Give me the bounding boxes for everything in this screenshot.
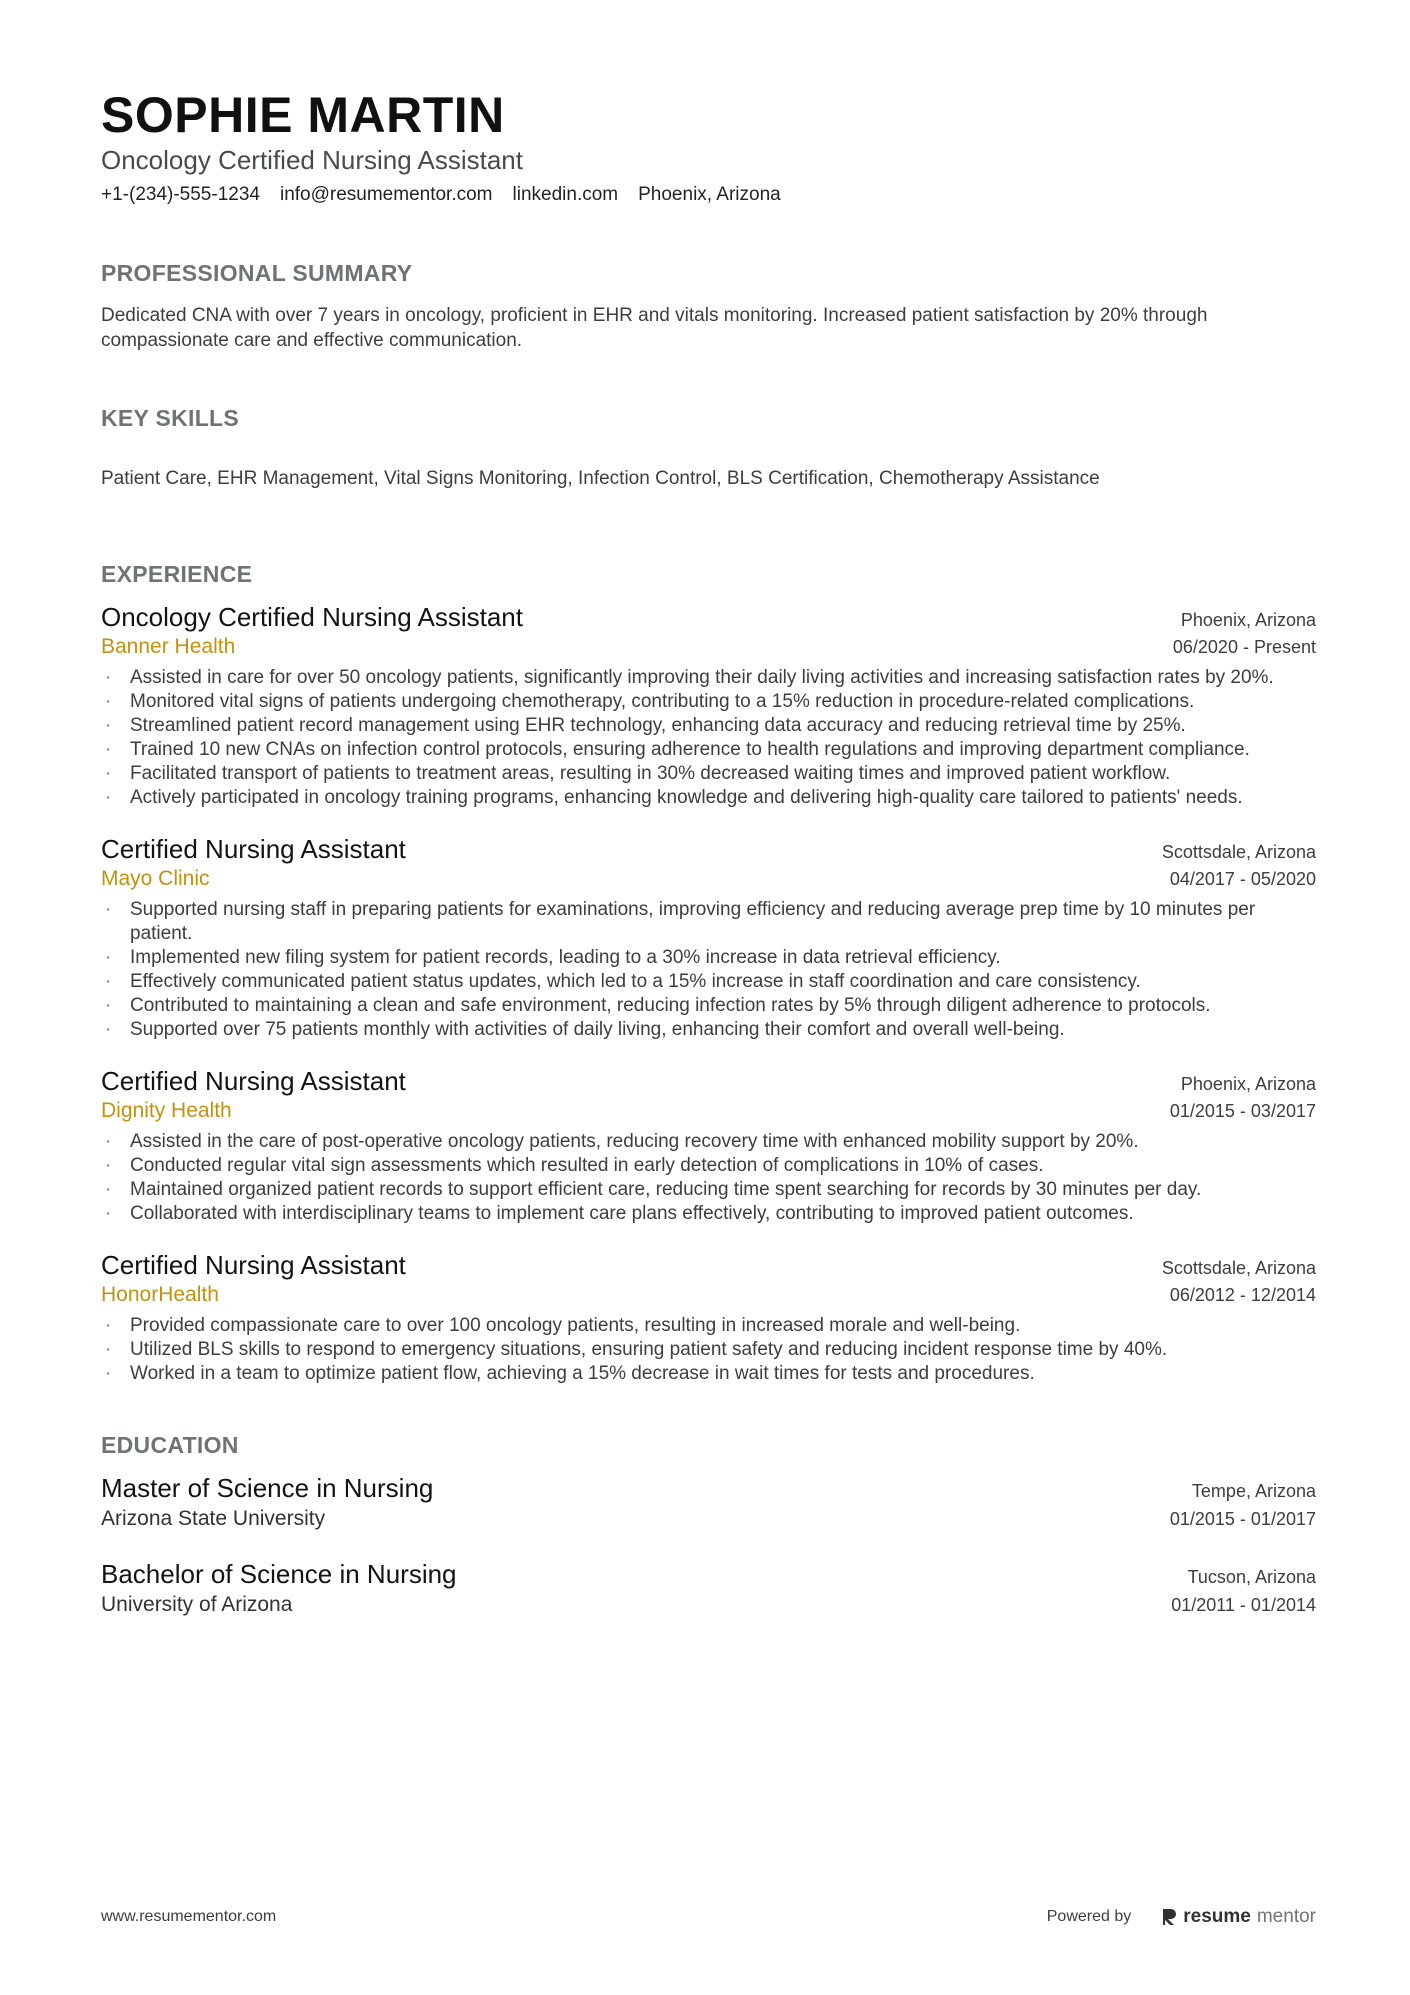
job-company: Dignity Health [101,1099,232,1122]
brand-logo-link[interactable] [1161,1906,1316,1928]
resumementor-logo-icon [1161,1907,1177,1927]
job-company: Banner Health [101,635,236,658]
bullet-item: · Collaborated with interdisciplinary teams to implement care plans effectively, contributing to improved patient outcomes. [101,1202,1316,1226]
contact-bar [101,184,1316,206]
experience-entry [101,832,1316,1042]
bullet-item: · Effectively communicated patient status updates, which led to a 15% increase in staff coordination and care consistency. [101,970,1316,994]
bullet-item: · Supported nursing staff in preparing patients for examinations, improving efficiency and reducing average prep time by 10 minutes per patient. [101,898,1316,946]
bullet-item: · Conducted regular vital sign assessments which resulted in early detection of complications in 10% of cases. [101,1154,1316,1178]
bullet-item: · Assisted in care for over 50 oncology patients, significantly improving their daily living activities and increasing satisfaction rates by 20%. [101,666,1316,690]
skills-heading: KEY SKILLS [101,405,240,431]
edu-school: University of Arizona [101,1593,293,1616]
brand-name-bold: resume [1183,1906,1251,1927]
bullet-item: · Monitored vital signs of patients undergoing chemotherapy, contributing to a 15% reduction in procedure-related complications. [101,690,1316,714]
experience-entry [101,1064,1316,1226]
edu-degree: Master of Science in Nursing [101,1473,434,1503]
experience-entry [101,1248,1316,1386]
skills-text: Patient Care, EHR Management, Vital Signs Monitoring, Infection Control, BLS Certification, Chemotherapy Assistance [101,468,1100,489]
job-location: Phoenix, Arizona [1180,1074,1316,1094]
edu-location: Tucson, Arizona [1187,1567,1316,1587]
experience-heading: EXPERIENCE [101,561,253,587]
bullet-item: · Contributed to maintaining a clean and safe environment, reducing infection rates by 5% through diligent adherence to protocols. [101,994,1316,1018]
job-dates: 04/2017 - 05/2020 [1169,869,1316,889]
job-company: HonorHealth [101,1283,219,1306]
contact-linkedin[interactable]: linkedin.com [512,184,619,205]
bullet-item: · Actively participated in oncology training programs, enhancing knowledge and delivering high-quality care tailored to patients' needs. [101,786,1316,810]
candidate-name: SOPHIE MARTIN [101,87,505,143]
bullet-item: · Maintained organized patient records to support efficient care, reducing time spent searching for records by 30 minutes per day. [101,1178,1316,1202]
bullet-item: · Worked in a team to optimize patient flow, achieving a 15% decrease in wait times for tests and procedures. [101,1362,1316,1386]
footer-url-link[interactable]: www.resumementor.com [101,1908,277,1925]
contact-email[interactable]: info@resumementor.com [279,184,493,205]
bullet-item: · Implemented new filing system for patient records, leading to a 30% increase in data retrieval efficiency. [101,946,1316,970]
footer-branding [1047,1906,1316,1928]
job-company: Mayo Clinic [101,867,210,890]
edu-location: Tempe, Arizona [1191,1481,1316,1501]
bullet-item: · Facilitated transport of patients to treatment areas, resulting in 30% decreased waiting times and improved patient workflow. [101,762,1316,786]
bullet-item: · Supported over 75 patients monthly with activities of daily living, enhancing their comfort and overall well-being. [101,1018,1316,1042]
education-heading: EDUCATION [101,1432,239,1458]
edu-degree: Bachelor of Science in Nursing [101,1559,457,1589]
job-dates: 06/2012 - 12/2014 [1169,1285,1316,1305]
education-entry [101,1471,1316,1533]
summary-heading: PROFESSIONAL SUMMARY [101,260,413,286]
bullet-item: · Trained 10 new CNAs on infection control protocols, ensuring adherence to health regulations and improving department compliance. [101,738,1316,762]
job-bullets [101,1130,1316,1226]
bullet-item: · Utilized BLS skills to respond to emergency situations, ensuring patient safety and reducing incident response time by 40%. [101,1338,1316,1362]
job-role: Oncology Certified Nursing Assistant [101,602,523,632]
brand-name-light: mentor [1256,1906,1316,1927]
contact-phone: +1-(234)-555-1234 [101,184,260,205]
job-location: Scottsdale, Arizona [1161,842,1316,862]
candidate-headline: Oncology Certified Nursing Assistant [101,145,523,175]
bullet-item: · Assisted in the care of post-operative oncology patients, reducing recovery time with enhanced mobility support by 20%. [101,1130,1316,1154]
job-dates: 06/2020 - Present [1172,637,1316,657]
job-bullets [101,1314,1316,1386]
job-bullets [101,898,1316,1042]
education-entry [101,1557,1316,1619]
job-dates: 01/2015 - 03/2017 [1169,1101,1316,1121]
job-role: Certified Nursing Assistant [101,1250,406,1280]
page-footer [101,1906,1316,1928]
bullet-item: · Provided compassionate care to over 100 oncology patients, resulting in increased morale and well-being. [101,1314,1316,1338]
bullet-item: · Streamlined patient record management using EHR technology, enhancing data accuracy and reducing retrieval time by 25%. [101,714,1316,738]
edu-dates: 01/2011 - 01/2014 [1171,1595,1316,1615]
job-location: Scottsdale, Arizona [1161,1258,1316,1278]
contact-location: Phoenix, Arizona [638,184,781,205]
powered-by-label: Powered by [1046,1908,1132,1925]
resume-page [101,84,1316,1619]
edu-dates: 01/2015 - 01/2017 [1169,1509,1316,1529]
experience-entry [101,600,1316,810]
job-bullets [101,666,1316,810]
summary-text: Dedicated CNA with over 7 years in oncology, proficient in EHR and vitals monitoring. Increased patient satisfaction by 20% through compassionate care and effective communication. [101,305,1208,351]
edu-school: Arizona State University [101,1507,326,1530]
job-role: Certified Nursing Assistant [101,834,406,864]
job-role: Certified Nursing Assistant [101,1066,406,1096]
job-location: Phoenix, Arizona [1180,610,1316,630]
